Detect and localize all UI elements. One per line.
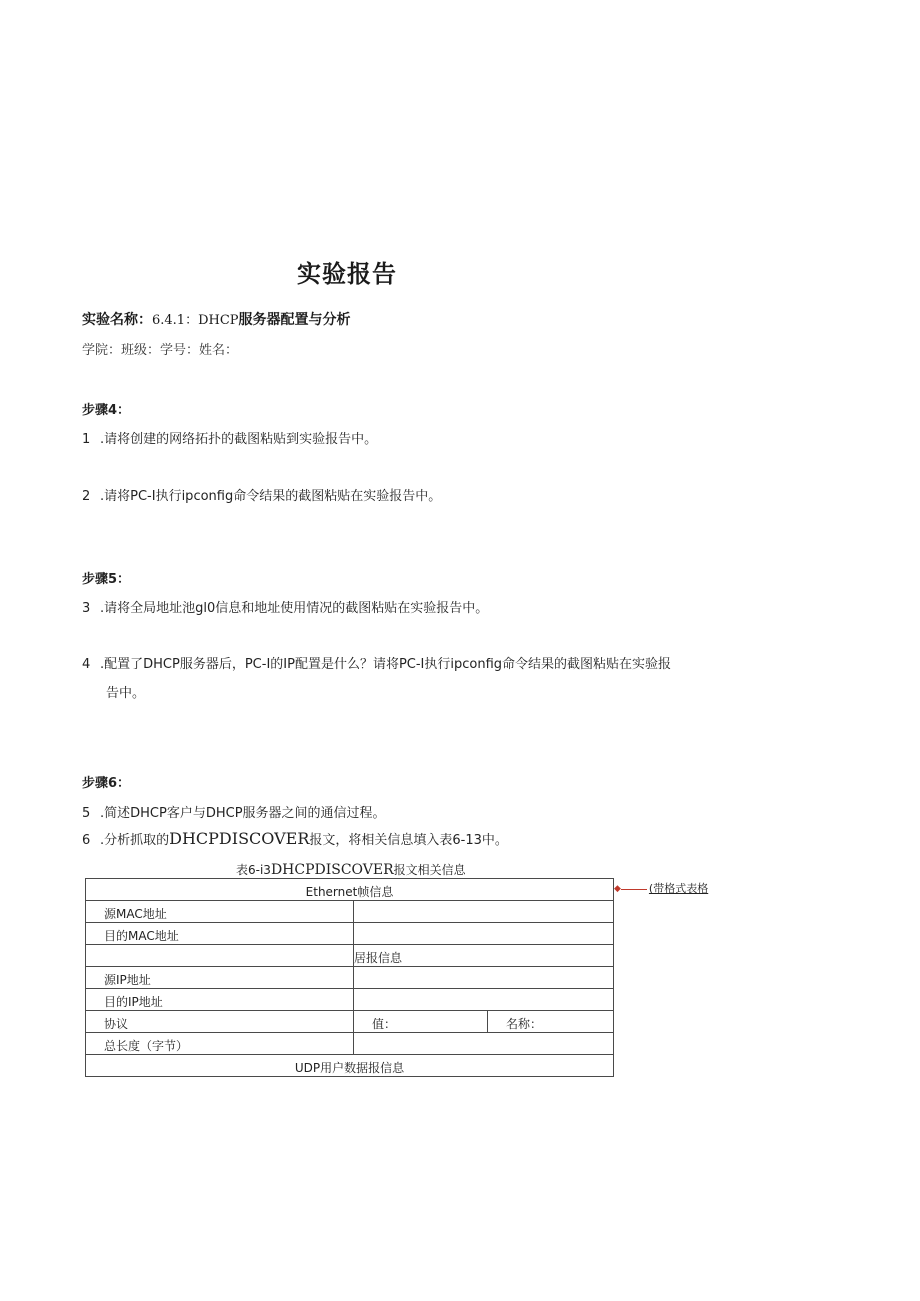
question-text: .分析抓取的	[100, 833, 170, 848]
table-row	[86, 967, 614, 989]
src-ip-label: 源IP地址	[86, 967, 354, 989]
protocol-name-cell[interactable]: 名称：	[488, 1011, 614, 1033]
caption-number: 表6-i3	[236, 863, 271, 877]
question-text: .简述DHCP客户与DHCP服务器之间的通信过程。	[100, 806, 386, 821]
table-row	[86, 901, 614, 923]
caption-text: 报文相关信息	[393, 863, 466, 877]
question-number: 6	[82, 833, 91, 848]
step-heading-6: 步骤6：	[82, 776, 131, 791]
format-comment-note[interactable]	[614, 880, 708, 896]
dst-ip-value-cell[interactable]	[354, 989, 614, 1011]
src-mac-value-cell[interactable]	[354, 901, 614, 923]
table-caption	[236, 861, 466, 878]
udp-section-header: UDP用户数据报信息	[86, 1055, 614, 1077]
protocol-value-cell[interactable]: 值：	[354, 1011, 488, 1033]
total-length-label: 总长度（字节）	[86, 1033, 354, 1055]
question-number: 3	[82, 601, 91, 616]
student-info-line: 学院：班级：学号：姓名：	[82, 343, 239, 358]
table-row	[86, 1033, 614, 1055]
table-row	[86, 945, 614, 967]
question-item-4-continuation: 告中。	[106, 686, 146, 701]
blank-cell	[86, 945, 354, 967]
total-length-value-cell[interactable]	[354, 1033, 614, 1055]
question-text: .请将PC-I执行ipconfig命令结果的截图粘贴在实验报告中。	[100, 489, 442, 504]
table-row	[86, 1055, 614, 1077]
src-mac-label: 源MAC地址	[86, 901, 354, 923]
question-text: .配置了DHCP服务器后，PC-I的IP配置是什么？请将PC-I执行ipconfig命令结果的截图粘贴在实验报	[100, 657, 672, 672]
dst-mac-label: 目的MAC地址	[86, 923, 354, 945]
question-item-6	[82, 829, 508, 848]
dst-ip-label: 目的IP地址	[86, 989, 354, 1011]
question-number: 1	[82, 432, 91, 447]
experiment-label: 实验名称：	[82, 312, 152, 328]
experiment-name	[82, 309, 351, 329]
dst-mac-value-cell[interactable]	[354, 923, 614, 945]
caption-emphasis: DHCPDISCOVER	[270, 862, 394, 878]
table-row	[86, 989, 614, 1011]
src-ip-value-cell[interactable]	[354, 967, 614, 989]
step-heading-4: 步骤4：	[82, 403, 131, 418]
table-row	[86, 1011, 614, 1033]
datagram-section-header: 居报信息	[354, 945, 614, 967]
table-row	[86, 923, 614, 945]
comment-anchor-icon: ◆	[614, 884, 621, 894]
question-number: 2	[82, 489, 91, 504]
step-heading-5: 步骤5：	[82, 572, 131, 587]
table-row	[86, 879, 614, 901]
question-item-4	[82, 653, 671, 672]
comment-connector	[621, 889, 647, 890]
experiment-number: 6.4.1：DHCP	[152, 313, 239, 328]
question-number: 4	[82, 657, 91, 672]
dhcpdiscover-info-table	[85, 878, 614, 1077]
experiment-title: 服务器配置与分析	[238, 312, 351, 328]
question-number: 5	[82, 806, 91, 821]
question-item-2	[82, 485, 441, 504]
question-item-1	[82, 428, 377, 447]
protocol-label: 协议	[86, 1011, 354, 1033]
question-text: .请将创建的网络拓扑的截图粘贴到实验报告中。	[100, 432, 378, 447]
question-text: .请将全局地址池gl0信息和地址使用情况的截图粘贴在实验报告中。	[100, 601, 489, 616]
question-item-5	[82, 802, 386, 821]
report-title: 实验报告	[297, 260, 397, 288]
ethernet-section-header: Ethernet帧信息	[86, 879, 614, 901]
question-text-emphasis: DHCPDISCOVER	[169, 829, 310, 848]
question-text: 报文，将相关信息填入表6-13中。	[309, 833, 508, 848]
question-item-3	[82, 597, 488, 616]
comment-text: (带格式表格	[648, 882, 709, 895]
